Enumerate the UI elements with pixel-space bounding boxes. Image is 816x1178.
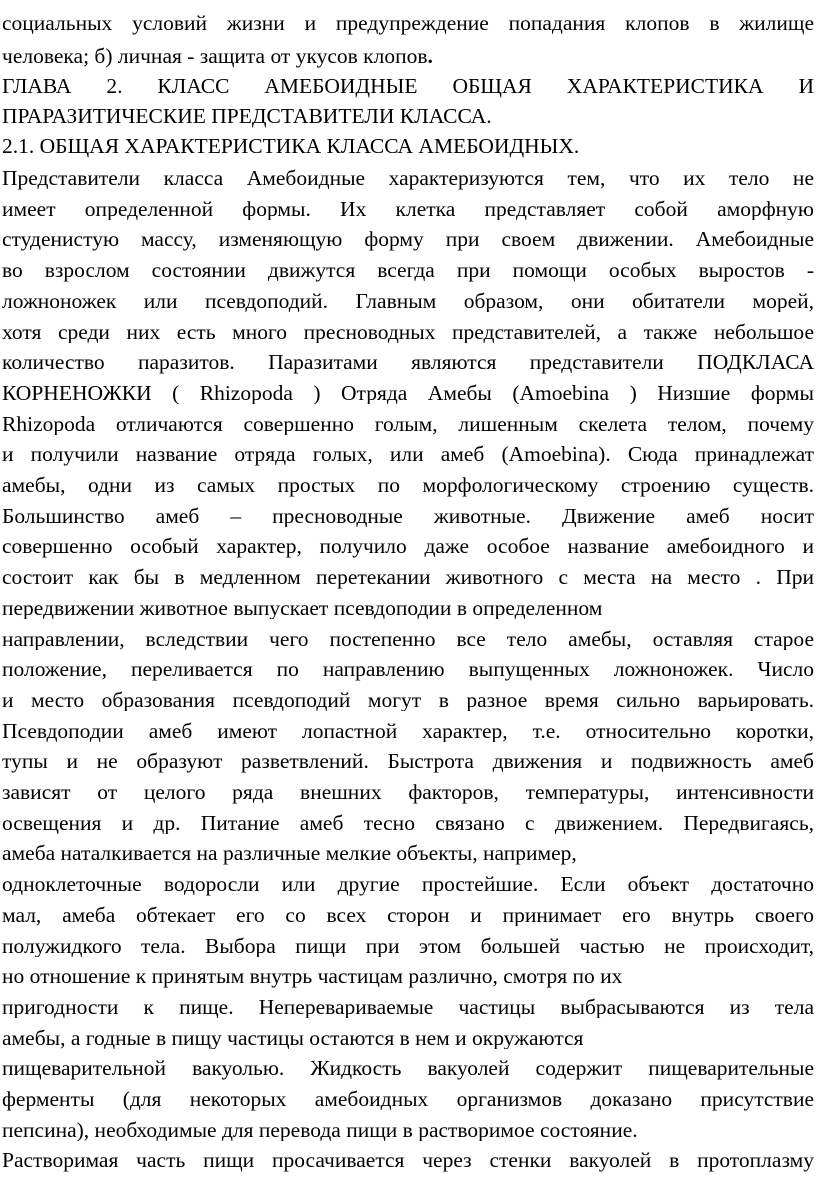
body-line: студенистую массу, изменяющую форму при своем движении. Амебоидные [2, 229, 814, 251]
body-line: пепсина), необходимые для перевода пищи в растворимое состояние. [2, 1119, 638, 1142]
body-line: Большинство амеб – пресноводные животные. Движение амеб носит [2, 505, 814, 528]
body-line: и место образования псевдоподий могут в разное время сильно варьировать. [2, 689, 814, 712]
body-line: имеет определенной формы. Их клетка представляет собой аморфную [2, 198, 814, 221]
body-line: положение, переливается по направлению выпущенных ложноножек. Число [2, 659, 814, 681]
body-line: амебы, одни из самых простых по морфологическому строению существ. [2, 475, 814, 497]
body-line: пригодности к пище. Неперевариваемые частицы выбрасываются из тела [2, 996, 814, 1019]
body-line: передвижении животное выпускает псевдоподии в определенном [2, 597, 603, 620]
body-line: тупы и не образуют разветвлений. Быстрота движения и подвижность амеб [2, 751, 814, 773]
body-line: и получили название отряда голых, или амеб (Amoebina). Сюда принадлежат [2, 444, 814, 466]
body-line: количество паразитов. Паразитами являются представители ПОДКЛАСА [2, 352, 814, 374]
body-line: ферменты (для некоторых амебоидных организмов доказано присутствие [2, 1089, 814, 1111]
body-line: мал, амеба обтекает его со всех сторон и принимает его внутрь своего [2, 904, 814, 927]
body-line: амеба наталкивается на различные мелкие объекты, например, [2, 843, 577, 865]
body-line: совершенно особый характер, получило даже особое название амебоидного и [2, 536, 814, 558]
section-heading: 2.1. ОБЩАЯ ХАРАКТЕРИСТИКА КЛАССА АМЕБОИДНЫХ. [2, 136, 580, 158]
body-line: КОРНЕНОЖКИ ( Rhizopoda ) Отряда Амебы (Amoebina ) Низшие формы [2, 382, 814, 405]
body-line: зависят от целого ряда внешних факторов, температуры, интенсивности [2, 782, 814, 804]
chapter-heading-line-1: ГЛАВА 2. КЛАСС АМЕБОИДНЫЕ ОБЩАЯ ХАРАКТЕРИСТИКА И [2, 76, 814, 98]
body-line: Rhizopoda отличаются совершенно голым, лишенным скелета телом, почему [2, 413, 814, 436]
body-line: Псевдоподии амеб имеют лопастной характер, т.е. относительно коротки, [2, 720, 814, 743]
chapter-heading-line-2: ПРАРАЗИТИЧЕСКИЕ ПРЕДСТАВИТЕЛИ КЛАССА. [2, 106, 492, 128]
intro-line-2-text: человека; б) личная - защита от укусов клопов [2, 46, 428, 68]
body-line: состоит как бы в медленном перетекании животного с места на место . При [2, 567, 814, 589]
body-line: Растворимая часть пищи просачивается через стенки вакуолей в протоплазму [2, 1150, 814, 1172]
intro-line-1: социальных условий жизни и предупреждение попадания клопов в жилище [2, 13, 814, 35]
body-line: во взрослом состоянии движутся всегда при помощи особых выростов - [2, 260, 814, 282]
body-line: освещения и др. Питание амеб тесно связано с движением. Передвигаясь, [2, 812, 814, 835]
body-line: но отношение к принятым внутрь частицам различно, смотря по их [2, 966, 623, 988]
body-line: пищеварительной вакуолью. Жидкость вакуолей содержит пищеварительные [2, 1058, 814, 1080]
body-line: направлении, вследствии чего постепенно все тело амебы, оставляя старое [2, 628, 814, 650]
body-line: Представители класса Амебоидные характеризуются тем, что их тело не [2, 168, 814, 190]
body-line: одноклеточные водоросли или другие простейшие. Если объект достаточно [2, 874, 814, 896]
body-line: амебы, а годные в пищу частицы остаются в нем и окружаются [2, 1027, 584, 1050]
intro-line-2-period: . [427, 46, 433, 68]
body-line: хотя среди них есть много пресноводных представителей, а также небольшое [2, 321, 814, 343]
body-line: полужидкого тела. Выбора пищи при этом большей частью не происходит, [2, 935, 814, 957]
intro-line-2 [2, 46, 814, 68]
body-line: ложноножек или псевдоподий. Главным образом, они обитатели морей, [2, 290, 814, 313]
